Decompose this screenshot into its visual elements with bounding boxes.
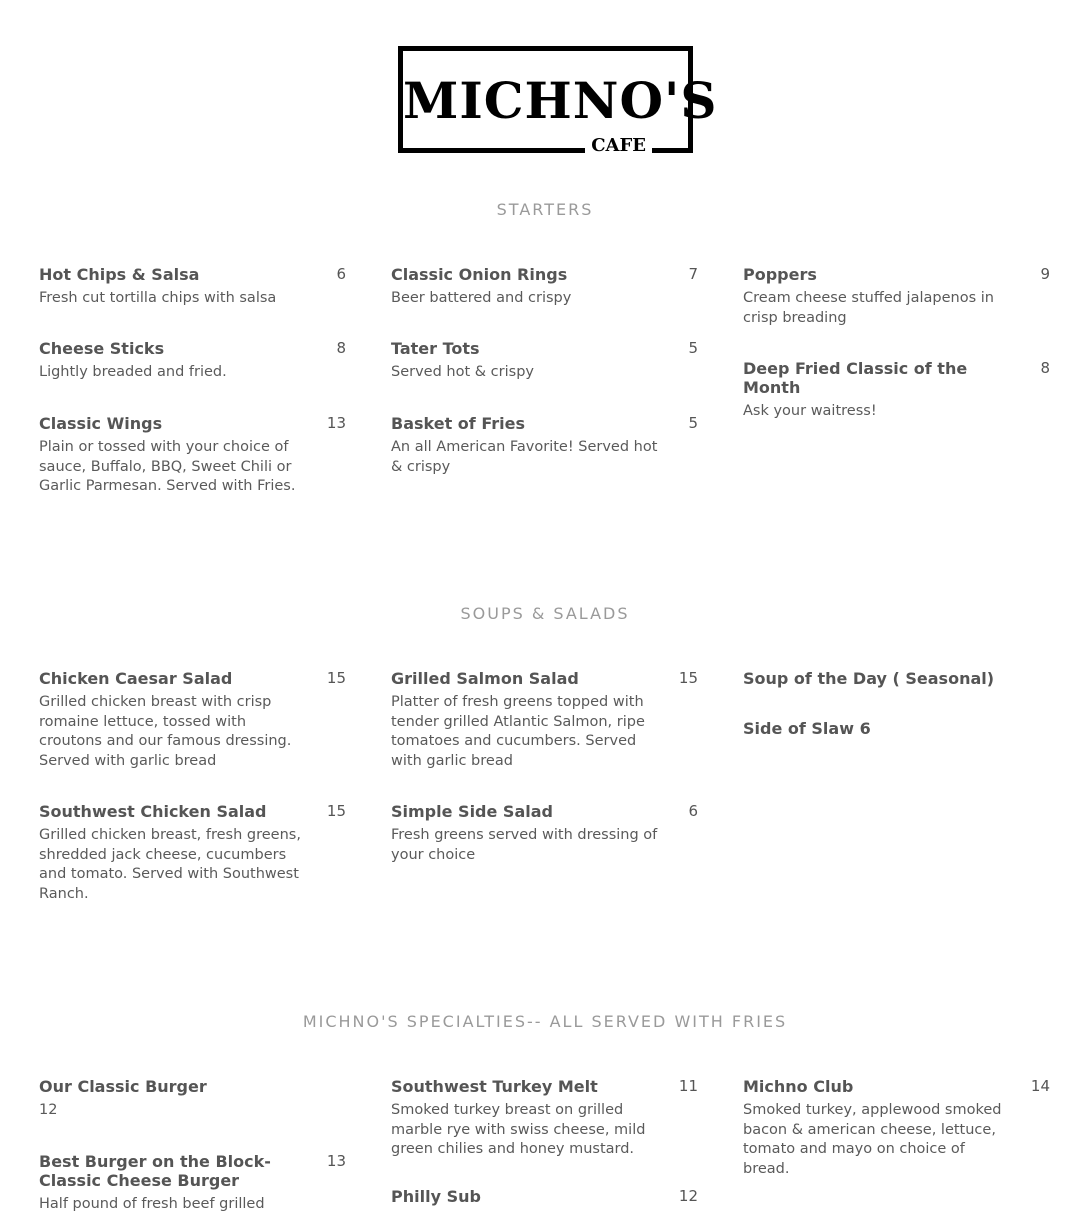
section-title: MICHNO'S SPECIALTIES-- ALL SERVED WITH FRIES [302, 1012, 788, 1031]
menu-item-name: Grilled Salmon Salad [391, 669, 579, 688]
menu-item-description: Lightly breaded and fried. [39, 364, 227, 380]
menu-item-description: Beer battered and crispy [391, 290, 572, 306]
menu-item [391, 339, 703, 383]
menu-item-description: Smoked turkey, applewood smoked bacon & american cheese, lettuce, tomato and mayo on choice of bread. [743, 1102, 1002, 1177]
menu-item-description: Plain or tossed with your choice of sauce, Buffalo, BBQ, Sweet Chili or Garlic Parmesan. Served with Fries. [39, 439, 296, 494]
menu-item-name: Side of Slaw 6 [743, 719, 871, 738]
menu-item-description: Half pound of fresh beef grilled [39, 1196, 265, 1212]
menu-item-name: Classic Onion Rings [391, 265, 568, 284]
logo-title: MICHNO'S [403, 71, 718, 130]
menu-item-price: 6 [688, 802, 698, 820]
menu-item-name: Best Burger on the Block-Classic Cheese Burger [39, 1152, 271, 1190]
menu-item-name: Deep Fried Classic of the Month [743, 359, 968, 397]
menu-item [743, 1077, 1055, 1179]
menu-item [39, 339, 351, 383]
menu-item-description: Platter of fresh greens topped with tender grilled Atlantic Salmon, ripe tomatoes and cucumbers. Served with garlic bread [391, 694, 645, 769]
menu-item [743, 265, 1055, 328]
logo-subtitle: CAFE [585, 136, 652, 156]
menu-item-price: 5 [688, 414, 698, 432]
menu-item-price: 14 [1030, 1077, 1050, 1095]
menu-item-description: Cream cheese stuffed jalapenos in crisp breading [743, 290, 994, 326]
menu-item-price: 7 [688, 265, 698, 283]
menu-item-price: 9 [1040, 265, 1050, 283]
menu-item-description: Grilled chicken breast with crisp romaine lettuce, tossed with croutons and our famous dressing. Served with garlic bread [39, 694, 292, 769]
menu-item-price: 15 [326, 802, 346, 820]
menu-item-price: 13 [326, 1152, 346, 1170]
menu-item-name: Southwest Chicken Salad [39, 802, 267, 821]
menu-item [39, 669, 351, 771]
section-title: SOUPS & SALADS [460, 604, 630, 623]
section-title: STARTERS [496, 200, 594, 219]
menu-item-description: Grilled chicken breast, fresh greens, shredded jack cheese, cucumbers and tomato. Served with Southwest Ranch. [39, 827, 301, 902]
menu-item-name: Philly Sub [391, 1187, 481, 1206]
menu-item-price: 15 [326, 669, 346, 687]
menu-item [39, 1077, 351, 1121]
menu-item [391, 1077, 703, 1160]
menu-item-price: 8 [336, 339, 346, 357]
menu-item [391, 265, 703, 309]
menu-item-name: Chicken Caesar Salad [39, 669, 233, 688]
menu-item-name: Hot Chips & Salsa [39, 265, 200, 284]
cafe-logo [398, 46, 718, 156]
menu-item [39, 1152, 351, 1215]
menu-item-name: Classic Wings [39, 414, 163, 433]
menu-item [743, 359, 1055, 422]
menu-item-name: Michno Club [743, 1077, 854, 1096]
menu-item [39, 414, 351, 497]
menu-item-description: 12 [39, 1102, 58, 1118]
menu-item-price: 15 [678, 669, 698, 687]
menu-item-price: 11 [678, 1077, 698, 1095]
menu-item [743, 719, 1055, 738]
menu-item-name: Poppers [743, 265, 817, 284]
menu-item-description: Fresh cut tortilla chips with salsa [39, 290, 277, 306]
menu-item-description: Smoked turkey breast on grilled marble rye with swiss cheese, mild green chilies and honey mustard. [391, 1102, 646, 1157]
menu-item [39, 802, 351, 904]
menu-item-name: Basket of Fries [391, 414, 525, 433]
menu-item-price: 13 [326, 414, 346, 432]
menu-item-name: Cheese Sticks [39, 339, 165, 358]
menu-item [391, 1187, 703, 1206]
menu-item-price: 12 [678, 1187, 698, 1205]
menu-item-price: 8 [1040, 359, 1050, 377]
menu-item [391, 669, 703, 771]
menu-item [743, 669, 1055, 688]
menu-item-price: 6 [336, 265, 346, 283]
menu-item-name: Our Classic Burger [39, 1077, 207, 1096]
menu-item-name: Tater Tots [391, 339, 480, 358]
menu-item-description: Ask your waitress! [743, 403, 877, 419]
menu-item-description: Fresh greens served with dressing of your choice [391, 827, 658, 863]
menu-item-name: Simple Side Salad [391, 802, 553, 821]
menu-item-name: Soup of the Day ( Seasonal) [743, 669, 995, 688]
menu-item-price: 5 [688, 339, 698, 357]
menu-item [391, 802, 703, 865]
menu-item-description: An all American Favorite! Served hot & crispy [391, 439, 658, 475]
menu-item [391, 414, 703, 477]
menu-item-name: Southwest Turkey Melt [391, 1077, 598, 1096]
menu-item-description: Served hot & crispy [391, 364, 534, 380]
menu-item [39, 265, 351, 309]
